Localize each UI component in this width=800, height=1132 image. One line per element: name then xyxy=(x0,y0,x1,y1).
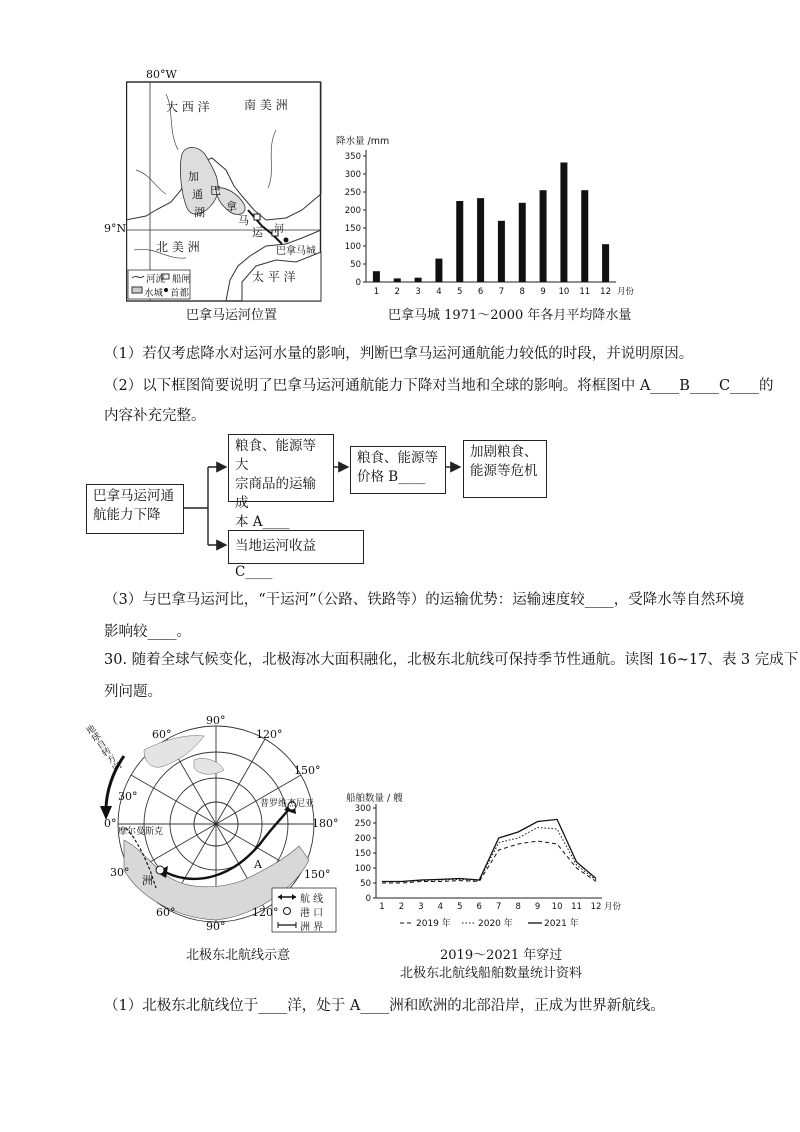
rain-xtick-label: 2 xyxy=(394,287,400,297)
flow-start-line1: 巴拿马运河通 xyxy=(93,488,174,504)
rain-bar xyxy=(415,278,422,282)
rain-bar xyxy=(394,278,401,282)
legend-port: 港 口 xyxy=(300,908,324,919)
flow-price-line1: 粮食、能源等 xyxy=(357,450,438,466)
canal-label-he: 河 xyxy=(274,224,284,235)
question-29-3-line2: 影响较____。 xyxy=(104,624,191,640)
lon-label: 80°W xyxy=(146,68,177,81)
question-30-line1: 30. 随着全球气候变化，北极海冰大面积融化，北极东北航线可保持季节性通航。读图 16~17、表 3 完成下 xyxy=(104,652,799,668)
ship-chart-caption-line1: 2019～2021 年穿过 xyxy=(440,948,563,963)
rain-bar xyxy=(519,203,526,282)
canal-label-yun: 运 xyxy=(252,226,263,239)
rain-xtick-label: 4 xyxy=(436,287,442,297)
ship-xtick-label: 4 xyxy=(437,902,444,912)
ship-xtick-label: 5 xyxy=(457,902,463,912)
continent-zhou-label: 洲 xyxy=(142,874,153,887)
ship-legend-label-0: 2019 年 xyxy=(416,919,451,929)
flow-cost-line1: 粮食、能源等大 xyxy=(235,438,316,473)
ship-chart-svg xyxy=(340,792,640,942)
ship-series-line-0 xyxy=(382,841,596,883)
ship-legend-label-1: 2020 年 xyxy=(478,919,513,929)
ship-xtick-label: 2 xyxy=(398,902,405,912)
rainfall-chart xyxy=(336,134,636,304)
rain-ytick-label: 350 xyxy=(344,152,361,162)
ship-ytick-label: 300 xyxy=(354,804,371,814)
question-30-line2: 列问题。 xyxy=(104,684,162,700)
port-right-label: 普罗维杰尼亚 xyxy=(260,799,315,809)
rain-bar xyxy=(477,198,484,282)
deg-120-tr: 120° xyxy=(256,728,283,741)
ship-xtick-label: 9 xyxy=(534,902,541,912)
legend-lock: 船闸 xyxy=(172,274,192,285)
rain-xtick-label: 8 xyxy=(519,287,525,297)
ship-legend-label-2: 2021 年 xyxy=(544,919,579,929)
ship-xtick-label: 8 xyxy=(515,902,521,912)
question-29-2-line2: 内容补充完整。 xyxy=(104,408,206,424)
deg-60-b: 60° xyxy=(156,906,176,919)
legend-capital: 首都 xyxy=(170,288,190,299)
rain-bar xyxy=(498,221,505,282)
ship-xlabel: 月份 xyxy=(604,902,622,912)
question-29-1: （1）若仅考虑降水对运河水量的影响，判断巴拿马运河通航能力较低的时段，并说明原因。 xyxy=(104,346,694,362)
flow-box-price xyxy=(350,446,446,494)
deg-30-bl: 30° xyxy=(110,866,130,879)
rotation-label: 地球自转方向 xyxy=(82,723,122,774)
flow-revenue-text: 当地运河收益 C____ xyxy=(235,538,316,580)
flow-box-revenue xyxy=(228,530,364,580)
deg-90-b: 90° xyxy=(206,920,226,933)
ship-xtick-label: 1 xyxy=(379,902,385,912)
rain-bar xyxy=(602,244,609,282)
ship-count-chart xyxy=(340,792,640,942)
rain-xtick-label: 9 xyxy=(540,287,546,297)
arctic-map-caption: 北极东北航线示意 xyxy=(186,948,291,963)
legend-route: 航 线 xyxy=(300,894,324,905)
flow-crisis-line2: 能源等危机 xyxy=(470,463,538,479)
lake-label-jia: 加 xyxy=(188,170,199,183)
rain-xtick-label: 7 xyxy=(498,287,505,297)
ship-ytick-label: 150 xyxy=(354,849,371,859)
atlantic-label: 大 西 洋 xyxy=(166,100,210,114)
rainfall-chart-svg xyxy=(336,134,636,304)
ship-xtick-label: 3 xyxy=(418,902,424,912)
ship-ytick-label: 200 xyxy=(354,834,371,844)
deg-90-top: 90° xyxy=(206,714,226,727)
rain-bar xyxy=(581,190,588,282)
question-29-3-line1: （3）与巴拿马运河比，“干运河”（公路、铁路等）的运输优势：运输速度较____，受降水等自然环境 xyxy=(104,592,745,608)
panama-canal-map xyxy=(104,68,322,302)
flow-cost-line3: 本 A____ xyxy=(235,514,290,530)
flow-box-crisis xyxy=(463,440,547,498)
deg-60-tl: 60° xyxy=(152,728,172,741)
port-left-label: 摩尔曼斯克 xyxy=(118,827,164,837)
lake-label-hu: 湖 xyxy=(194,206,205,219)
rain-ytick-label: 0 xyxy=(355,278,361,288)
rain-ytick-label: 200 xyxy=(344,206,361,216)
panama-map-caption: 巴拿马运河位置 xyxy=(186,308,278,323)
deg-120-b: 120° xyxy=(252,906,279,919)
flow-price-line2: 价格 B____ xyxy=(357,469,426,485)
rain-ylabel: 降水量 /mm xyxy=(336,136,390,147)
north-america-label: 北 美 洲 xyxy=(156,240,200,254)
deg-150-br: 150° xyxy=(304,868,331,881)
rain-xlabel: 月份 xyxy=(617,287,635,297)
flow-crisis-line1: 加剧粮食、 xyxy=(470,444,538,460)
legend-river: 河流 xyxy=(146,274,166,285)
ship-xtick-label: 12 xyxy=(590,902,602,912)
rain-bar xyxy=(373,271,380,282)
lake-label-tong: 通 xyxy=(192,188,203,201)
rain-bar xyxy=(435,259,442,282)
rain-xtick-label: 12 xyxy=(600,287,611,297)
capital-label: 巴拿马城 xyxy=(276,246,316,257)
ship-xtick-label: 10 xyxy=(551,902,563,912)
arctic-route-map xyxy=(82,714,354,942)
ship-xtick-label: 6 xyxy=(476,902,482,912)
lat-label: 9°N xyxy=(104,222,127,235)
legend-border: 洲 界 xyxy=(300,922,324,933)
rain-xtick-label: 6 xyxy=(477,287,484,297)
south-america-label: 南 美 洲 xyxy=(244,98,288,112)
rain-bar xyxy=(456,201,463,282)
ship-ytick-label: 250 xyxy=(354,819,371,829)
flow-start-line2: 航能力下降 xyxy=(93,507,161,523)
rain-bar xyxy=(540,190,547,282)
rain-ytick-label: 50 xyxy=(350,260,361,270)
rain-xtick-label: 10 xyxy=(558,287,570,297)
deg-30-l: 30° xyxy=(118,790,138,803)
question-30-1: （1）北极东北航线位于____洋，处于 A____洲和欧洲的北部沿岸，正成为世界新航线。 xyxy=(104,998,665,1014)
rain-xtick-label: 5 xyxy=(457,287,463,297)
canal-label-na: 拿 xyxy=(226,200,237,213)
ship-xtick-label: 7 xyxy=(496,902,502,912)
rain-ytick-label: 100 xyxy=(344,242,361,252)
canal-label-ma: 马 xyxy=(238,214,249,227)
ship-series-line-2 xyxy=(382,819,596,881)
rain-ytick-label: 150 xyxy=(344,224,361,234)
rain-xtick-label: 11 xyxy=(579,287,591,297)
rain-xtick-label: 1 xyxy=(373,287,380,297)
rain-ytick-label: 250 xyxy=(344,188,361,198)
canal-label-ba: 巴 xyxy=(210,184,221,197)
ship-ytick-label: 100 xyxy=(354,864,371,874)
rain-bar xyxy=(560,162,567,282)
continent-a-label: A xyxy=(254,858,262,871)
deg-180: 180° xyxy=(312,817,339,830)
pacific-label: 太 平 洋 xyxy=(252,270,296,284)
rain-xtick-label: 3 xyxy=(415,287,421,297)
rain-ytick-label: 300 xyxy=(344,170,361,180)
deg-150-r: 150° xyxy=(294,764,321,777)
ship-xtick-label: 11 xyxy=(571,902,582,912)
ship-ytick-label: 50 xyxy=(360,879,371,889)
ship-ylabel: 船舶数量 / 艘 xyxy=(346,793,403,804)
ship-ytick-label: 0 xyxy=(365,894,371,904)
rainfall-chart-caption: 巴拿马城 1971～2000 年各月平均降水量 xyxy=(388,308,632,323)
flow-cost-line2: 宗商品的运输成 xyxy=(235,476,316,511)
question-29-2-line1: （2）以下框图简要说明了巴拿马运河通航能力下降对当地和全球的影响。将框图中 A____B____C____的 xyxy=(104,378,774,394)
deg-0: 0° xyxy=(104,817,117,830)
legend-city: 水城 xyxy=(144,288,164,299)
flow-box-cost xyxy=(228,434,334,530)
ship-chart-caption-line2: 北极东北航线船舶数量统计资料 xyxy=(400,966,583,981)
flow-box-start xyxy=(86,484,184,534)
